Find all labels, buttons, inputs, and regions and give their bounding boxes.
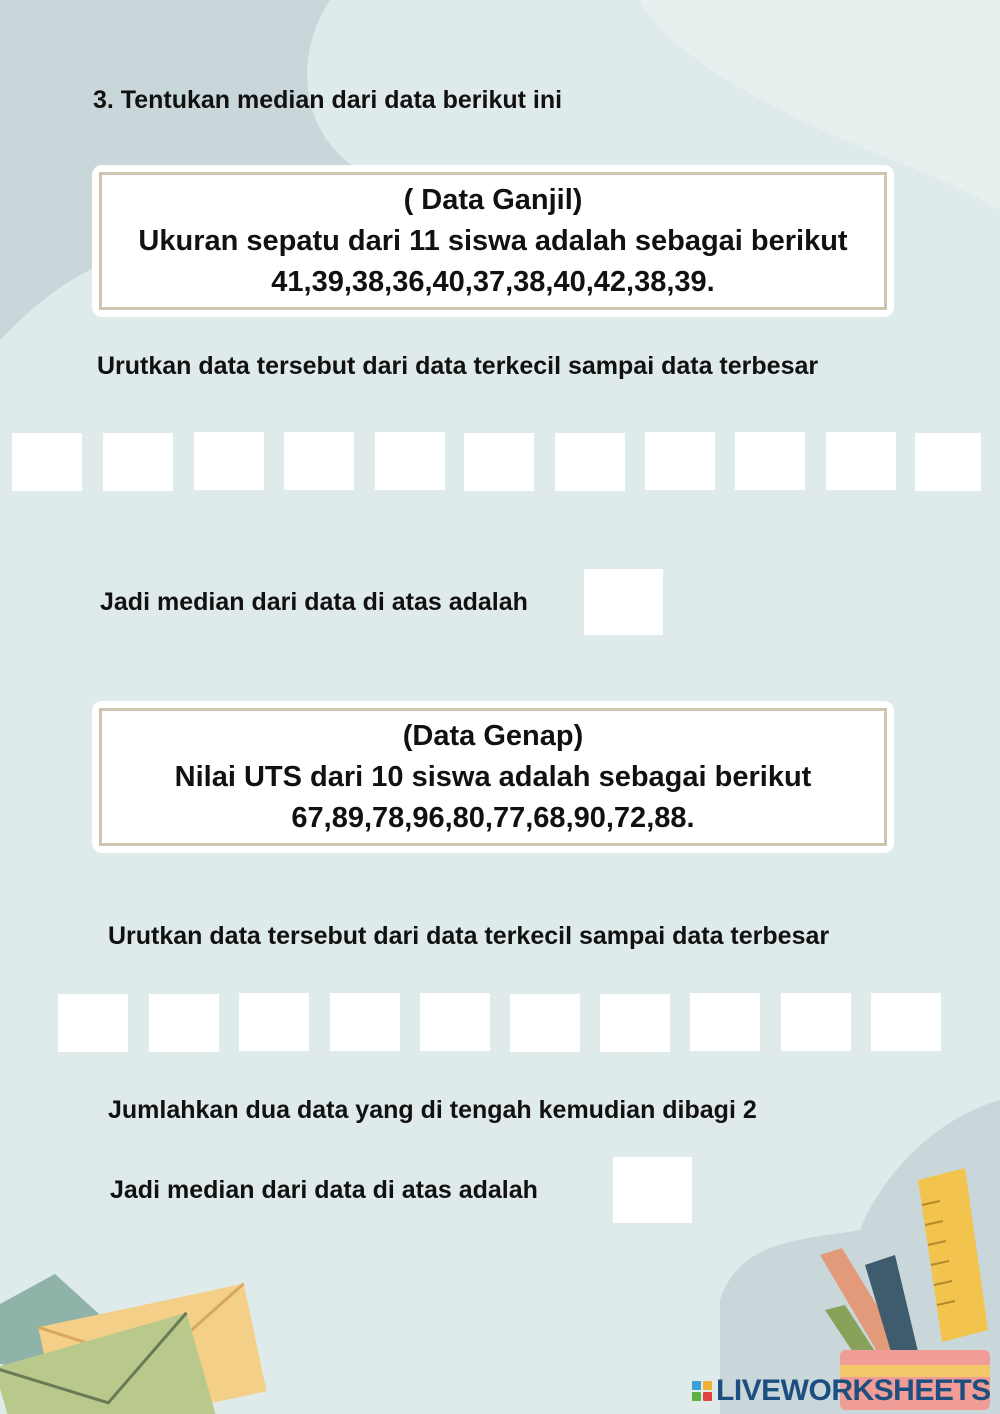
odd-data-heading: ( Data Ganjil) bbox=[403, 183, 583, 216]
liveworksheets-logo-icon bbox=[692, 1381, 712, 1401]
odd-data-description: Ukuran sepatu dari 11 siswa adalah sebagai berikut bbox=[138, 224, 848, 257]
odd-median-answer[interactable] bbox=[584, 569, 663, 635]
liveworksheets-logo-text: LIVEWORKSHEETS bbox=[716, 1374, 991, 1407]
odd-data-values: 41,39,38,36,40,37,38,40,42,38,39. bbox=[271, 265, 715, 298]
even-median-label: Jadi median dari data di atas adalah bbox=[110, 1176, 538, 1204]
even-sorted-answer-10[interactable] bbox=[871, 993, 941, 1051]
odd-sorted-answer-6[interactable] bbox=[464, 433, 534, 491]
odd-data-frame bbox=[99, 172, 887, 310]
even-sort-instruction: Urutkan data tersebut dari data terkecil sampai data terbesar bbox=[108, 922, 830, 950]
even-sorted-answer-7[interactable] bbox=[600, 994, 670, 1052]
liveworksheets-logo bbox=[692, 1374, 991, 1408]
even-median-answer[interactable] bbox=[613, 1157, 692, 1223]
odd-sorted-answer-1[interactable] bbox=[12, 433, 82, 491]
odd-sorted-answer-5[interactable] bbox=[375, 432, 445, 490]
envelopes-illustration bbox=[0, 1264, 280, 1414]
question-title: 3. Tentukan median dari data berikut ini bbox=[93, 86, 563, 114]
odd-sorted-answer-3[interactable] bbox=[194, 432, 264, 490]
odd-data-card bbox=[92, 165, 894, 317]
even-data-heading: (Data Genap) bbox=[402, 719, 584, 752]
even-sorted-answer-9[interactable] bbox=[781, 993, 851, 1051]
odd-sorted-answer-10[interactable] bbox=[826, 432, 896, 490]
even-sorted-answer-5[interactable] bbox=[420, 993, 490, 1051]
odd-sort-instruction: Urutkan data tersebut dari data terkecil sampai data terbesar bbox=[97, 352, 819, 380]
even-sorted-answer-8[interactable] bbox=[690, 993, 760, 1051]
even-middle-instruction: Jumlahkan dua data yang di tengah kemudian dibagi 2 bbox=[108, 1096, 757, 1124]
even-data-description: Nilai UTS dari 10 siswa adalah sebagai berikut bbox=[174, 760, 812, 793]
even-data-card bbox=[92, 701, 894, 853]
odd-sorted-answer-2[interactable] bbox=[103, 433, 173, 491]
even-data-frame bbox=[99, 708, 887, 846]
even-sorted-answer-4[interactable] bbox=[330, 993, 400, 1051]
even-sorted-answer-6[interactable] bbox=[510, 994, 580, 1052]
odd-sorted-answer-8[interactable] bbox=[645, 432, 715, 490]
odd-sorted-answer-9[interactable] bbox=[735, 432, 805, 490]
odd-sorted-answer-7[interactable] bbox=[555, 433, 625, 491]
stationery-illustration bbox=[800, 1160, 1000, 1410]
even-sorted-answer-1[interactable] bbox=[58, 994, 128, 1052]
odd-sorted-answer-11[interactable] bbox=[915, 433, 981, 491]
even-sorted-answer-3[interactable] bbox=[239, 993, 309, 1051]
odd-median-label: Jadi median dari data di atas adalah bbox=[100, 588, 528, 616]
even-sorted-answer-2[interactable] bbox=[149, 994, 219, 1052]
even-data-values: 67,89,78,96,80,77,68,90,72,88. bbox=[291, 801, 695, 834]
odd-sorted-answer-4[interactable] bbox=[284, 432, 354, 490]
